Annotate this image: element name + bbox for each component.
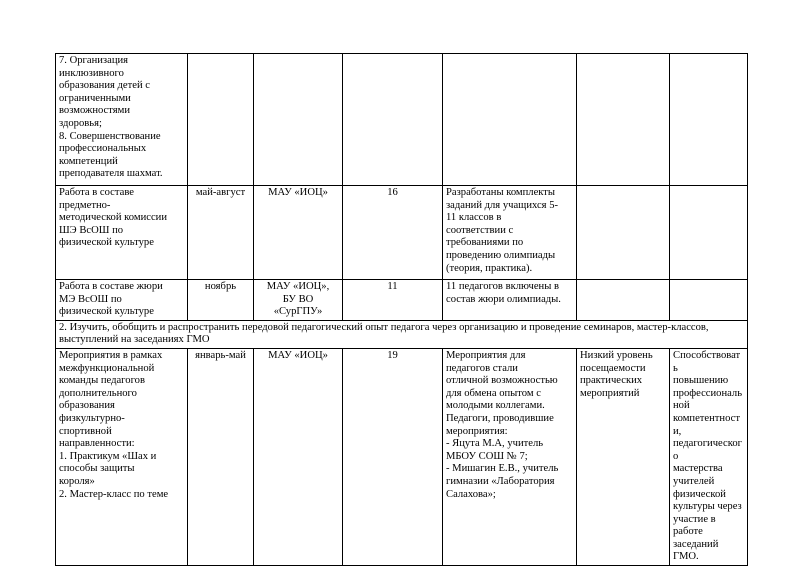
text-line: культуры через — [673, 501, 742, 513]
cell-count: 11 — [343, 280, 443, 321]
text-line: - Мишагин Е.В., учитель — [446, 463, 559, 475]
text-line: образования — [59, 400, 115, 412]
text-line: дополнительного — [59, 387, 137, 399]
cell-empty — [670, 280, 748, 321]
text-line: 11 педагогов включены в — [446, 281, 559, 292]
text-line: «СурГПУ» — [273, 306, 323, 318]
text-line: мероприятий — [580, 387, 640, 399]
cell-count: 16 — [343, 186, 443, 280]
text-line: 11 классов в — [446, 212, 502, 224]
cell-empty — [188, 54, 254, 186]
text-line: физической культуре — [59, 306, 154, 318]
text-line: команды педагогов — [59, 375, 145, 387]
text-line: учителей — [673, 475, 715, 487]
cell-empty — [343, 54, 443, 186]
cell-period: январь-май — [188, 348, 254, 565]
cell-empty — [577, 280, 670, 321]
text-line: спортивной — [59, 425, 112, 437]
text-line: образования детей с — [59, 80, 150, 92]
text-line: требованиями по — [446, 237, 524, 249]
text-line: проведению олимпиады — [446, 249, 556, 261]
text-line: МАУ «ИОЦ», — [266, 281, 330, 292]
text-line: мероприятия: — [446, 425, 508, 437]
text-line: МБОУ СОШ № 7; — [446, 450, 528, 462]
cell-empty — [443, 54, 577, 186]
text-line: ограниченными — [59, 92, 131, 104]
text-line: преподавателя шахмат. — [59, 168, 163, 180]
cell-result — [443, 186, 577, 280]
text-line: возможностями — [59, 105, 130, 117]
text-line: Работа в составе жюри — [59, 281, 163, 292]
text-line: отличной возможностью — [446, 375, 558, 387]
text-line: 8. Совершенствование — [59, 130, 161, 142]
text-line: компетенций — [59, 155, 118, 167]
text-line: короля» — [59, 475, 95, 487]
text-line: соответствии с — [446, 224, 514, 236]
text-line: молодыми коллегами. — [446, 400, 545, 412]
report-table — [55, 53, 748, 566]
cell-activity — [56, 280, 188, 321]
text-line: Мероприятия в рамках — [59, 349, 163, 361]
text-line: ШЭ ВсОШ по — [59, 224, 124, 236]
cell-result — [443, 280, 577, 321]
text-line: межфункциональной — [59, 362, 155, 374]
text-line: для обмена опытом с — [446, 387, 541, 399]
text-line: компетентности, — [673, 412, 740, 437]
text-line: Работа в составе — [59, 187, 134, 198]
cell-activity — [56, 348, 188, 565]
cell-venue — [254, 280, 343, 321]
text-line: заданий для учащихся 5- — [446, 199, 559, 211]
table-row-commission — [56, 186, 748, 280]
cell-venue — [254, 348, 343, 565]
cell-count: 19 — [343, 348, 443, 565]
cell-tasks-7-8 — [56, 54, 188, 186]
text-line: МАУ «ИОЦ» — [268, 187, 328, 198]
cell-period: ноябрь — [188, 280, 254, 321]
cell-period: май-август — [188, 186, 254, 280]
text-line: физической — [673, 488, 726, 500]
text-line: 2. Мастер-класс по теме — [59, 488, 169, 500]
text-line: педагогического — [673, 438, 742, 462]
cell-empty — [670, 54, 748, 186]
table-row-section-2 — [56, 320, 748, 348]
text-line: Разработаны комплекты — [446, 187, 556, 198]
text-line: повышению — [673, 375, 729, 387]
text-line: физической культуре — [59, 237, 154, 249]
text-line: практических — [580, 375, 643, 387]
text-line: профессиональных — [59, 143, 147, 155]
cell-empty — [577, 54, 670, 186]
text-line: МЭ ВсОШ по — [59, 293, 122, 305]
text-line: физкультурно- — [59, 412, 125, 424]
text-line: здоровья; — [59, 117, 102, 129]
table-row-organization — [56, 54, 748, 186]
table-row-jury — [56, 280, 748, 321]
text-line: (теория, практика). — [446, 262, 533, 274]
cell-effect — [670, 348, 748, 565]
cell-venue — [254, 186, 343, 280]
text-line: посещаемости — [580, 362, 646, 374]
text-line: методической комиссии — [59, 212, 167, 224]
text-line: БУ ВО — [282, 293, 314, 305]
table-row-events — [56, 348, 748, 565]
cell-empty — [577, 186, 670, 280]
text-line: Салахова»; — [446, 488, 496, 500]
text-line: 7. Организация — [59, 55, 129, 66]
text-line: мастерства — [673, 463, 723, 475]
section-2-title: 2. Изучить, обобщить и распространить передовой педагогический опыт педагога через организацию и проведение семинаров, мастер-классов, выступлений на заседаниях ГМО — [56, 320, 748, 348]
text-line: участие в работе — [673, 513, 716, 538]
cell-problems — [577, 348, 670, 565]
text-line: состав жюри олимпиады. — [446, 293, 561, 305]
text-line: инклюзивного — [59, 67, 124, 79]
cell-activity — [56, 186, 188, 280]
text-line: способы защиты — [59, 463, 135, 475]
cell-empty — [670, 186, 748, 280]
text-line: педагогов стали — [446, 362, 518, 374]
text-line: гимназии «Лаборатория — [446, 475, 555, 487]
text-line: направленности: — [59, 438, 135, 450]
text-line: заседаний ГМО. — [673, 538, 719, 563]
cell-empty — [254, 54, 343, 186]
text-line: - Яцута М.А, учитель — [446, 438, 544, 450]
text-line: МАУ «ИОЦ» — [268, 349, 328, 361]
text-line: Способствовать — [673, 349, 741, 374]
text-line: предметно- — [59, 199, 111, 211]
text-line: профессиональной — [673, 387, 743, 412]
text-line: Мероприятия для — [446, 349, 526, 361]
text-line: Низкий уровень — [580, 349, 653, 361]
text-line: Педагоги, проводившие — [446, 412, 554, 424]
text-line: 1. Практикум «Шах и — [59, 450, 157, 462]
cell-result — [443, 348, 577, 565]
